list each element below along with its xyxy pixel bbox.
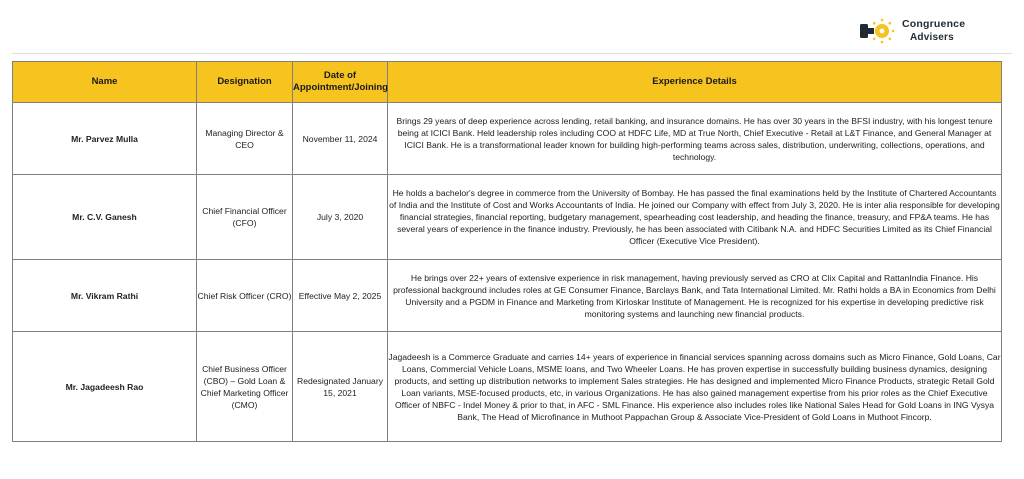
- cell-experience: He holds a bachelor's degree in commerce from the University of Bombay. He has passed the final examinations held by the Institute of Chartered Accountants of India and the Institute of Cost and Works Accountants of India. He joined our Company with effect from July 3, 2020. He is inter alia responsible for developing financial strategies, financial reporting, budgetary management, spearheading cost leadership, and heading the finance, treasury, and FP&A teams. He has several years of experience in the finance industry. Previously, he has been associated with Citibank N.A. and HDFC Securities Limited as its Chief Financial Officer (Executive Vice President).: [388, 175, 1002, 260]
- cell-name: Mr. Vikram Rathi: [13, 260, 197, 332]
- cell-date: Redesignated January 15, 2021: [293, 332, 388, 442]
- header-divider: [12, 53, 1012, 54]
- cell-designation: Chief Financial Officer (CFO): [197, 175, 293, 260]
- cell-date: Effective May 2, 2025: [293, 260, 388, 332]
- cell-experience: Brings 29 years of deep experience across lending, retail banking, and insurance domains. He has over 30 years in the BFSI industry, with his longest tenure being at ICICI Bank. Held leadership roles including COO at HDFC Life, MD at True North, Chief Executive - Retail at L&T Finance, and General Manager at ICICI Bank. He is a transformational leader known for building high-performing teams across sales, distribution, underwriting, collections, operations, and technology.: [388, 103, 1002, 175]
- table-row: [13, 175, 1002, 260]
- cell-designation: Chief Risk Officer (CRO): [197, 260, 293, 332]
- table-header-row: [13, 62, 1002, 103]
- header-experience: Experience Details: [388, 62, 1002, 103]
- header-date: Date of Appointment/Joining: [293, 62, 388, 103]
- cell-designation: Managing Director & CEO: [197, 103, 293, 175]
- cell-name: Mr. Jagadeesh Rao: [13, 332, 197, 442]
- cell-date: July 3, 2020: [293, 175, 388, 260]
- cell-experience: Jagadeesh is a Commerce Graduate and carries 14+ years of experience in financial services spanning across domains such as Micro Finance, Gold Loans, Car Loans, Commercial Vehicle Loans, MSME loans, and Two Wheeler Loans. He has proven expertise in successfully building business dynamics, designing products, and setting up distribution networks to implement Sales strategies. He has designed and implemented Micro Finance Products, strategic Retail Gold Loan variants, MSE-focused products, etc, in various Organizations. He has also gained management expertise from his prior roles as the Chief Executive Officer of NBFC - Indel Money & prior to that, in AFC - SML Finance. His experience also includes roles like National Sales Head for Gold Loans in ING Vysya Bank, The Head of Microfinance in Muthoot Pappachan Group & Associate Vice-President of Gold Loans in Muthoot Fincorp.: [388, 332, 1002, 442]
- cell-name: Mr. Parvez Mulla: [13, 103, 197, 175]
- header-designation: Designation: [197, 62, 293, 103]
- cell-name: Mr. C.V. Ganesh: [13, 175, 197, 260]
- header-name: Name: [13, 62, 197, 103]
- brand-line-2: Advisers: [910, 32, 954, 43]
- table-row: [13, 260, 1002, 332]
- management-table: [12, 61, 1002, 442]
- brand-wordmark: [902, 18, 965, 44]
- brand-logo: [858, 14, 1008, 48]
- cell-experience: He brings over 22+ years of extensive experience in risk management, having previously served as CRO at Clix Capital and RattanIndia Finance. His professional background includes roles at GE Consumer Finance, Barclays Bank, and Tata International Limited. Mr. Rathi holds a BA in Economics from Delhi University and a PGDM in Finance and Marketing from Kirloskar Institute of Management. He is recognized for his expertise in developing predictive risk monitoring systems and launching new financial products.: [388, 260, 1002, 332]
- cell-designation: Chief Business Officer (CBO) – Gold Loan & Chief Marketing Officer (CMO): [197, 332, 293, 442]
- brand-line-1: Congruence: [902, 18, 966, 30]
- table-row: [13, 332, 1002, 442]
- table-row: [13, 103, 1002, 175]
- cell-date: November 11, 2024: [293, 103, 388, 175]
- key-logo-icon: [858, 16, 898, 46]
